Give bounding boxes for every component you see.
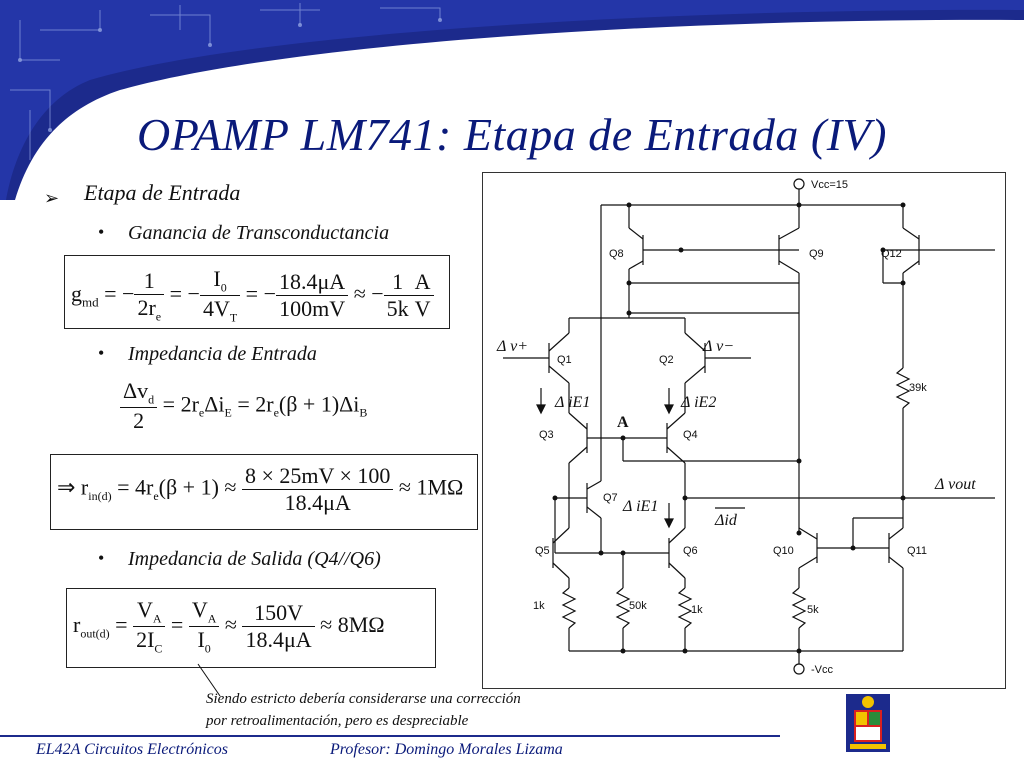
gmd-frac1: $\frac{1}{2r_e}$ (134, 268, 164, 324)
ie2-label: Δ iE2 (681, 394, 717, 411)
gmd-frac4: $\frac{1}{5k}$ (384, 269, 412, 322)
r-1k-right-label: 1k (691, 604, 703, 616)
q9-label: Q9 (809, 248, 824, 260)
r-50k-label: 50k (629, 600, 647, 612)
v-minus-label: Δ v− (703, 338, 734, 355)
bullet-impedancia-salida: Impedancia de Salida (Q4//Q6) (128, 548, 381, 570)
equation-rout: $r_{out(d)}$ = $\frac{V_A}{2I_C}$ = $\frac{V_A}{I_0}$ ≈ $\frac{150V}{18.4\mu A}$ ≈ 8MΩ (66, 588, 436, 668)
bullet-dot-icon: • (98, 343, 105, 363)
bullet-dot-icon: • (98, 548, 105, 568)
equation-rin: ⇒ $r_{in(d)} = 4r_e(\beta + 1)$ ≈ $\frac{8 \times 25mV \times 100}{18.4\mu A}$ ≈ 1MΩ (50, 454, 478, 530)
footer-divider (0, 735, 780, 737)
page-title: OPAMP LM741: Etapa de Entrada (IV) (137, 109, 887, 160)
q12-label: Q12 (881, 248, 902, 260)
q11-label: Q11 (907, 545, 927, 557)
note-line-1: Siendo estricto debería considerarse una corrección (206, 691, 521, 707)
v-plus-label: Δ v+ (497, 338, 528, 355)
q4-label: Q4 (683, 429, 698, 441)
q5-label: Q5 (535, 545, 550, 557)
equation-vd: $\frac{\Delta v_d}{2}$ = $2r_e\Delta i_E = 2r_e(\beta + 1)\Delta i_B$ (120, 378, 367, 434)
q10-label: Q10 (773, 545, 794, 557)
bullet-impedancia-entrada: Impedancia de Entrada (128, 343, 317, 365)
q7-label: Q7 (603, 492, 618, 504)
bullet-transconductancia: Ganancia de Transconductancia (128, 222, 390, 244)
q8-label: Q8 (609, 248, 624, 260)
lm741-input-stage-schematic (482, 172, 1006, 689)
footer-course: EL42A Circuitos Electrónicos (36, 741, 228, 758)
ie1-lower-label: Δ iE1 (623, 498, 659, 515)
gmd-frac3: $\frac{18.4\mu A}{100mV}$ (276, 269, 348, 322)
gmd-lhs-sub: md (82, 294, 99, 310)
ie1-label: Δ iE1 (555, 394, 591, 411)
equation-gmd: $g_{md}$ = − $\frac{1}{2r_e}$ = − $\frac{I_0}{4V_T}$ = − $\frac{18.4\mu A}{100mV}$ ≈ − $\frac{1}{5k}$ $\frac{A}{V}$ (64, 255, 450, 329)
node-a-label: A (617, 414, 629, 431)
r-39k-label: 39k (909, 382, 927, 394)
r-5k-label: 5k (807, 604, 819, 616)
bullet-dot-icon: • (98, 222, 105, 242)
footer-professor: Profesor: Domingo Morales Lizama (330, 741, 563, 758)
note-line-2: por retroalimentación, pero es despreciable (206, 713, 469, 729)
bullet-etapa-entrada: Etapa de Entrada (84, 180, 241, 205)
q2-label: Q2 (659, 354, 674, 366)
gmd-lhs: g (71, 280, 82, 306)
gmd-frac5: $\frac{A}{V}$ (412, 269, 434, 322)
vcc-label: Vcc=15 (811, 179, 848, 191)
arrow-bullet-icon: ➢ (44, 188, 60, 208)
q1-label: Q1 (557, 354, 572, 366)
gmd-frac2: $\frac{I_0}{4V_T}$ (200, 266, 240, 326)
id-label: Δid (715, 512, 737, 529)
university-logo-icon (842, 690, 894, 756)
q3-label: Q3 (539, 429, 554, 441)
r-1k-left-label: 1k (533, 600, 545, 612)
vee-label: -Vcc (811, 664, 833, 676)
header-banner (0, 0, 1024, 200)
q6-label: Q6 (683, 545, 698, 557)
vout-label: Δ vout (935, 476, 976, 493)
